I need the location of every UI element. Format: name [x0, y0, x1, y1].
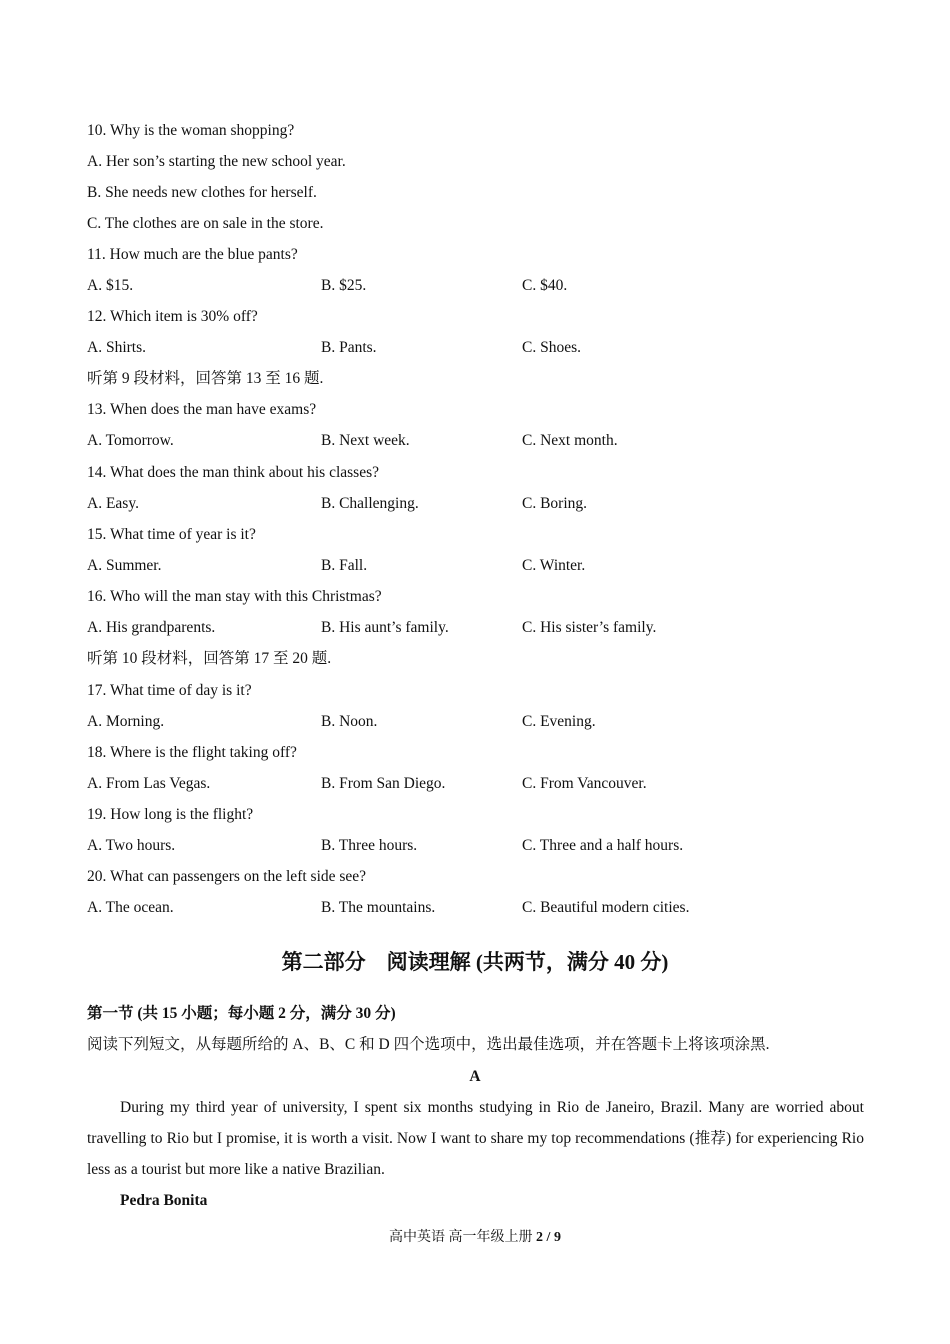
q18-option-a: A. From Las Vegas. [87, 775, 211, 792]
page-separator: / [543, 1230, 554, 1245]
reading-instruction: 阅读下列短文，从每题所给的 A、B、C 和 D 四个选项中，选出最佳选项，并在答题卡上将该项涂黑. [87, 1036, 770, 1053]
listening-instruction-10: 听第 10 段材料，回答第 17 至 20 题. [87, 650, 332, 667]
q15-option-b: B. Fall. [321, 557, 368, 574]
listening-instruction-9: 听第 9 段材料，回答第 13 至 16 题. [87, 370, 324, 387]
q18-option-b: B. From San Diego. [321, 775, 446, 792]
q17-option-b: B. Noon. [321, 713, 378, 730]
q16-option-b: B. His aunt’s family. [321, 619, 449, 636]
question-11: 11. How much are the blue pants? [87, 246, 298, 263]
q10-option-c: C. The clothes are on sale in the store. [87, 215, 324, 232]
q17-option-a: A. Morning. [87, 713, 165, 730]
question-18: 18. Where is the flight taking off? [87, 744, 297, 761]
q14-option-b: B. Challenging. [321, 495, 419, 512]
q12-option-c: C. Shoes. [522, 339, 581, 356]
question-20: 20. What can passengers on the left side see? [87, 868, 367, 885]
page-footer [0, 1229, 950, 1247]
page-number: 2 [536, 1230, 544, 1245]
q20-option-b: B. The mountains. [321, 899, 436, 916]
page-total: 9 [553, 1230, 561, 1245]
question-13: 13. When does the man have exams? [87, 401, 317, 418]
q19-option-a: A. Two hours. [87, 837, 176, 854]
question-14: 14. What does the man think about his classes? [87, 464, 380, 481]
q16-option-c: C. His sister’s family. [522, 619, 657, 636]
q17-option-c: C. Evening. [522, 713, 596, 730]
question-17: 17. What time of day is it? [87, 682, 252, 699]
section-one-heading: 第一节 (共 15 小题；每小题 2 分，满分 30 分) [87, 1005, 396, 1022]
q11-option-a: A. $15. [87, 277, 134, 294]
q14-option-a: A. Easy. [87, 495, 139, 512]
question-16: 16. Who will the man stay with this Christmas? [87, 588, 382, 605]
q10-option-a: A. Her son’s starting the new school year. [87, 153, 346, 170]
q11-option-c: C. $40. [522, 277, 568, 294]
q10-option-b: B. She needs new clothes for herself. [87, 184, 317, 201]
q12-option-b: B. Pants. [321, 339, 377, 356]
q12-option-a: A. Shirts. [87, 339, 146, 356]
q15-option-c: C. Winter. [522, 557, 586, 574]
q19-option-c: C. Three and a half hours. [522, 837, 684, 854]
q13-option-c: C. Next month. [522, 432, 618, 449]
passage-subheading: Pedra Bonita [120, 1192, 208, 1209]
question-19: 19. How long is the flight? [87, 806, 254, 823]
q15-option-a: A. Summer. [87, 557, 162, 574]
q20-option-a: A. The ocean. [87, 899, 174, 916]
q13-option-a: A. Tomorrow. [87, 432, 174, 449]
q11-option-b: B. $25. [321, 277, 367, 294]
footer-text: 高中英语 高一年级上册 [389, 1230, 537, 1245]
q13-option-b: B. Next week. [321, 432, 410, 449]
question-10: 10. Why is the woman shopping? [87, 122, 295, 139]
question-12: 12. Which item is 30% off? [87, 308, 258, 325]
question-15: 15. What time of year is it? [87, 526, 256, 543]
q18-option-c: C. From Vancouver. [522, 775, 647, 792]
q14-option-c: C. Boring. [522, 495, 588, 512]
q19-option-b: B. Three hours. [321, 837, 418, 854]
q16-option-a: A. His grandparents. [87, 619, 216, 636]
passage-label: A [469, 1068, 481, 1085]
passage-paragraph: During my third year of university, I spent six months studying in Rio de Janeiro, Brazil. Many are worried about travelling to Rio but I promise, it is worth a visit. Now I want to share my top recommendations (推荐) for experiencing Rio less as a tourist but more like a native Brazilian. [87, 1099, 864, 1178]
part-two-heading: 第二部分 阅读理解 (共两节，满分 40 分) [281, 950, 669, 974]
q20-option-c: C. Beautiful modern cities. [522, 899, 690, 916]
